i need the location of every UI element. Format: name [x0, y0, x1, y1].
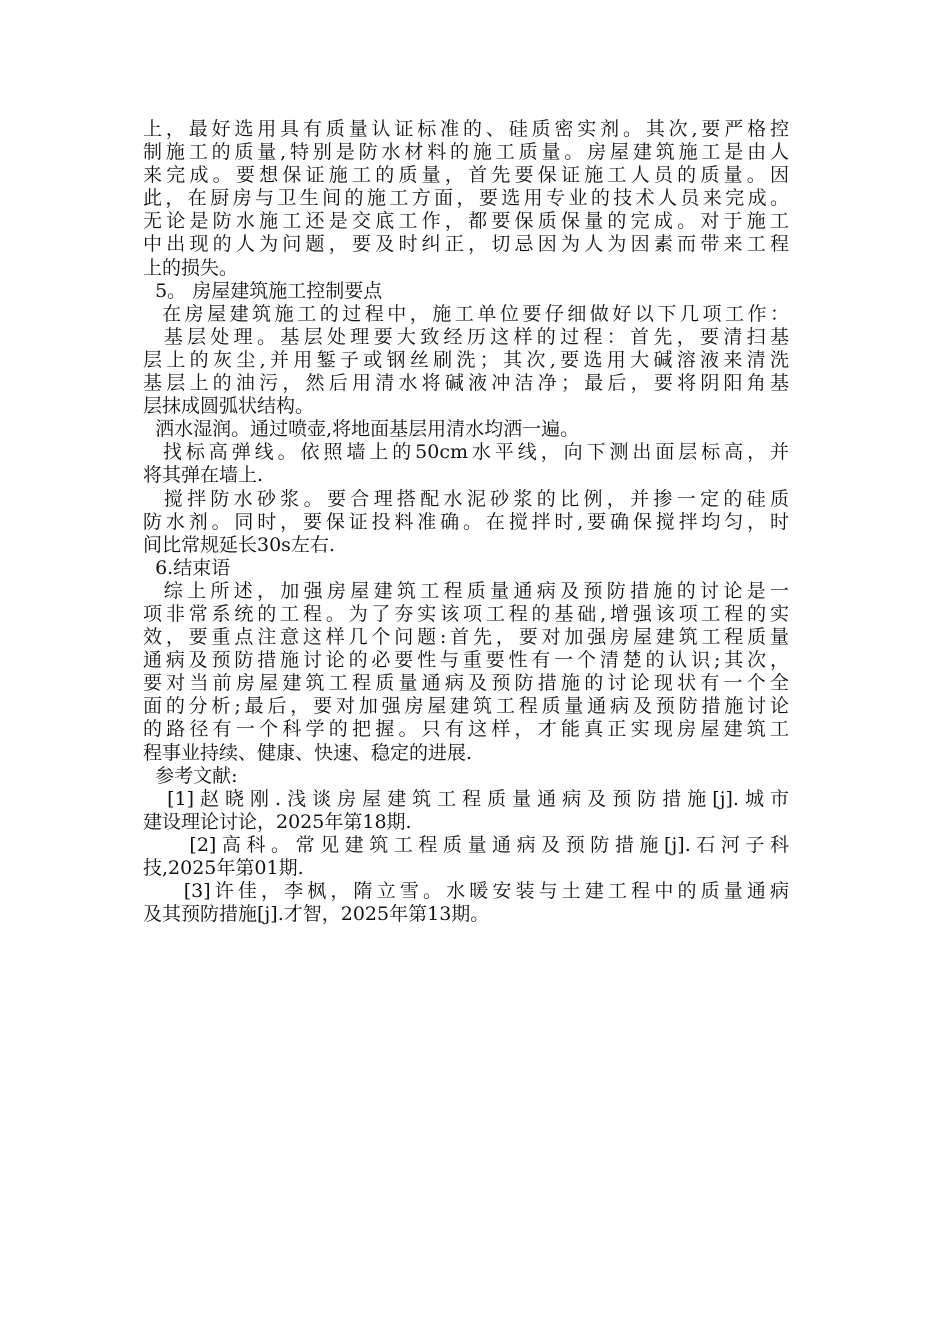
text-line: 技,2025年第01期.	[143, 857, 304, 879]
text-line: 无论是防水施工还是交底工作，都要保质保量的完成。对于施工	[143, 210, 789, 233]
text-line: 6.结束语	[143, 556, 231, 579]
document-body	[143, 118, 789, 926]
text-line: 中出现的人为问题，要及时纠正，切忌因为人为因素而带来工程	[143, 233, 789, 256]
text-line: 来完成。要想保证施工的质量，首先要保证施工人员的质量。因	[143, 164, 789, 187]
text-line: 制施工的质量,特别是防水材料的施工质量。房屋建筑施工是由人	[143, 141, 789, 164]
text-line: 洒水湿润。通过喷壶,将地面基层用清水均洒一遍。	[143, 418, 580, 441]
text-line: 基层处理。基层处理要大致经历这样的过程：首先，要清扫基	[143, 325, 789, 348]
text-line: 层上的灰尘,并用錾子或钢丝刷洗；其次,要选用大碱溶液来清洗	[143, 348, 789, 371]
text-line: 的路径有一个科学的把握。只有这样，才能真正实现房屋建筑工	[143, 718, 789, 741]
text-line: [1]赵晓刚.浅谈房屋建筑工程质量通病及预防措施[j].城市	[143, 787, 789, 810]
text-line: 此，在厨房与卫生间的施工方面，要选用专业的技术人员来完成。	[143, 187, 789, 210]
text-line: [2]高科。常见建筑工程质量通病及预防措施[j].石河子科	[143, 833, 789, 856]
text-line: 5。 房屋建筑施工控制要点	[143, 279, 383, 302]
text-line: 要对当前房屋建筑工程质量通病及预防措施的讨论现状有一个全	[143, 672, 789, 695]
text-line: 将其弹在墙上.	[143, 464, 264, 487]
text-line: 上的损失。	[143, 256, 239, 279]
text-line: 程事业持续、健康、快速、稳定的进展.	[143, 741, 473, 764]
text-line: 参考文献:	[143, 764, 238, 787]
text-line: 效，要重点注意这样几个问题:首先，要对加强房屋建筑工程质量	[143, 626, 789, 649]
text-line: 上，最好选用具有质量认证标准的、硅质密实剂。其次,要严格控	[143, 118, 789, 140]
text-line: 搅拌防水砂浆。要合理搭配水泥砂浆的比例，并掺一定的硅质	[143, 487, 789, 510]
text-line: 建设理论讨论，2025年第18期.	[143, 810, 412, 833]
text-line: [3]许佳，李枫，隋立雪。水暖安装与土建工程中的质量通病	[143, 880, 789, 903]
text-line: 通病及预防措施讨论的必要性与重要性有一个清楚的认识;其次，	[143, 649, 789, 672]
text-line: 间比常规延长30s左右.	[143, 533, 335, 556]
text-line: 防水剂。同时，要保证投料准确。在搅拌时,要确保搅拌均匀，时	[143, 510, 789, 533]
text-line: 层抹成圆弧状结构。	[143, 395, 315, 418]
text-line: 基层上的油污，然后用清水将碱液冲洁净；最后，要将阴阳角基	[143, 372, 789, 395]
text-line: 项非常系统的工程。为了夯实该项工程的基础,增强该项工程的实	[143, 602, 789, 625]
text-line: 综上所述，加强房屋建筑工程质量通病及预防措施的讨论是一	[143, 579, 789, 602]
text-line: 找标高弹线。依照墙上的50cm水平线，向下测出面层标高，并	[143, 441, 789, 464]
text-line: 在房屋建筑施工的过程中，施工单位要仔细做好以下几项工作：	[143, 302, 789, 325]
text-line: 及其预防措施[j].才智，2025年第13期。	[143, 903, 490, 926]
text-line: 面的分析;最后，要对加强房屋建筑工程质量通病及预防措施讨论	[143, 695, 789, 718]
